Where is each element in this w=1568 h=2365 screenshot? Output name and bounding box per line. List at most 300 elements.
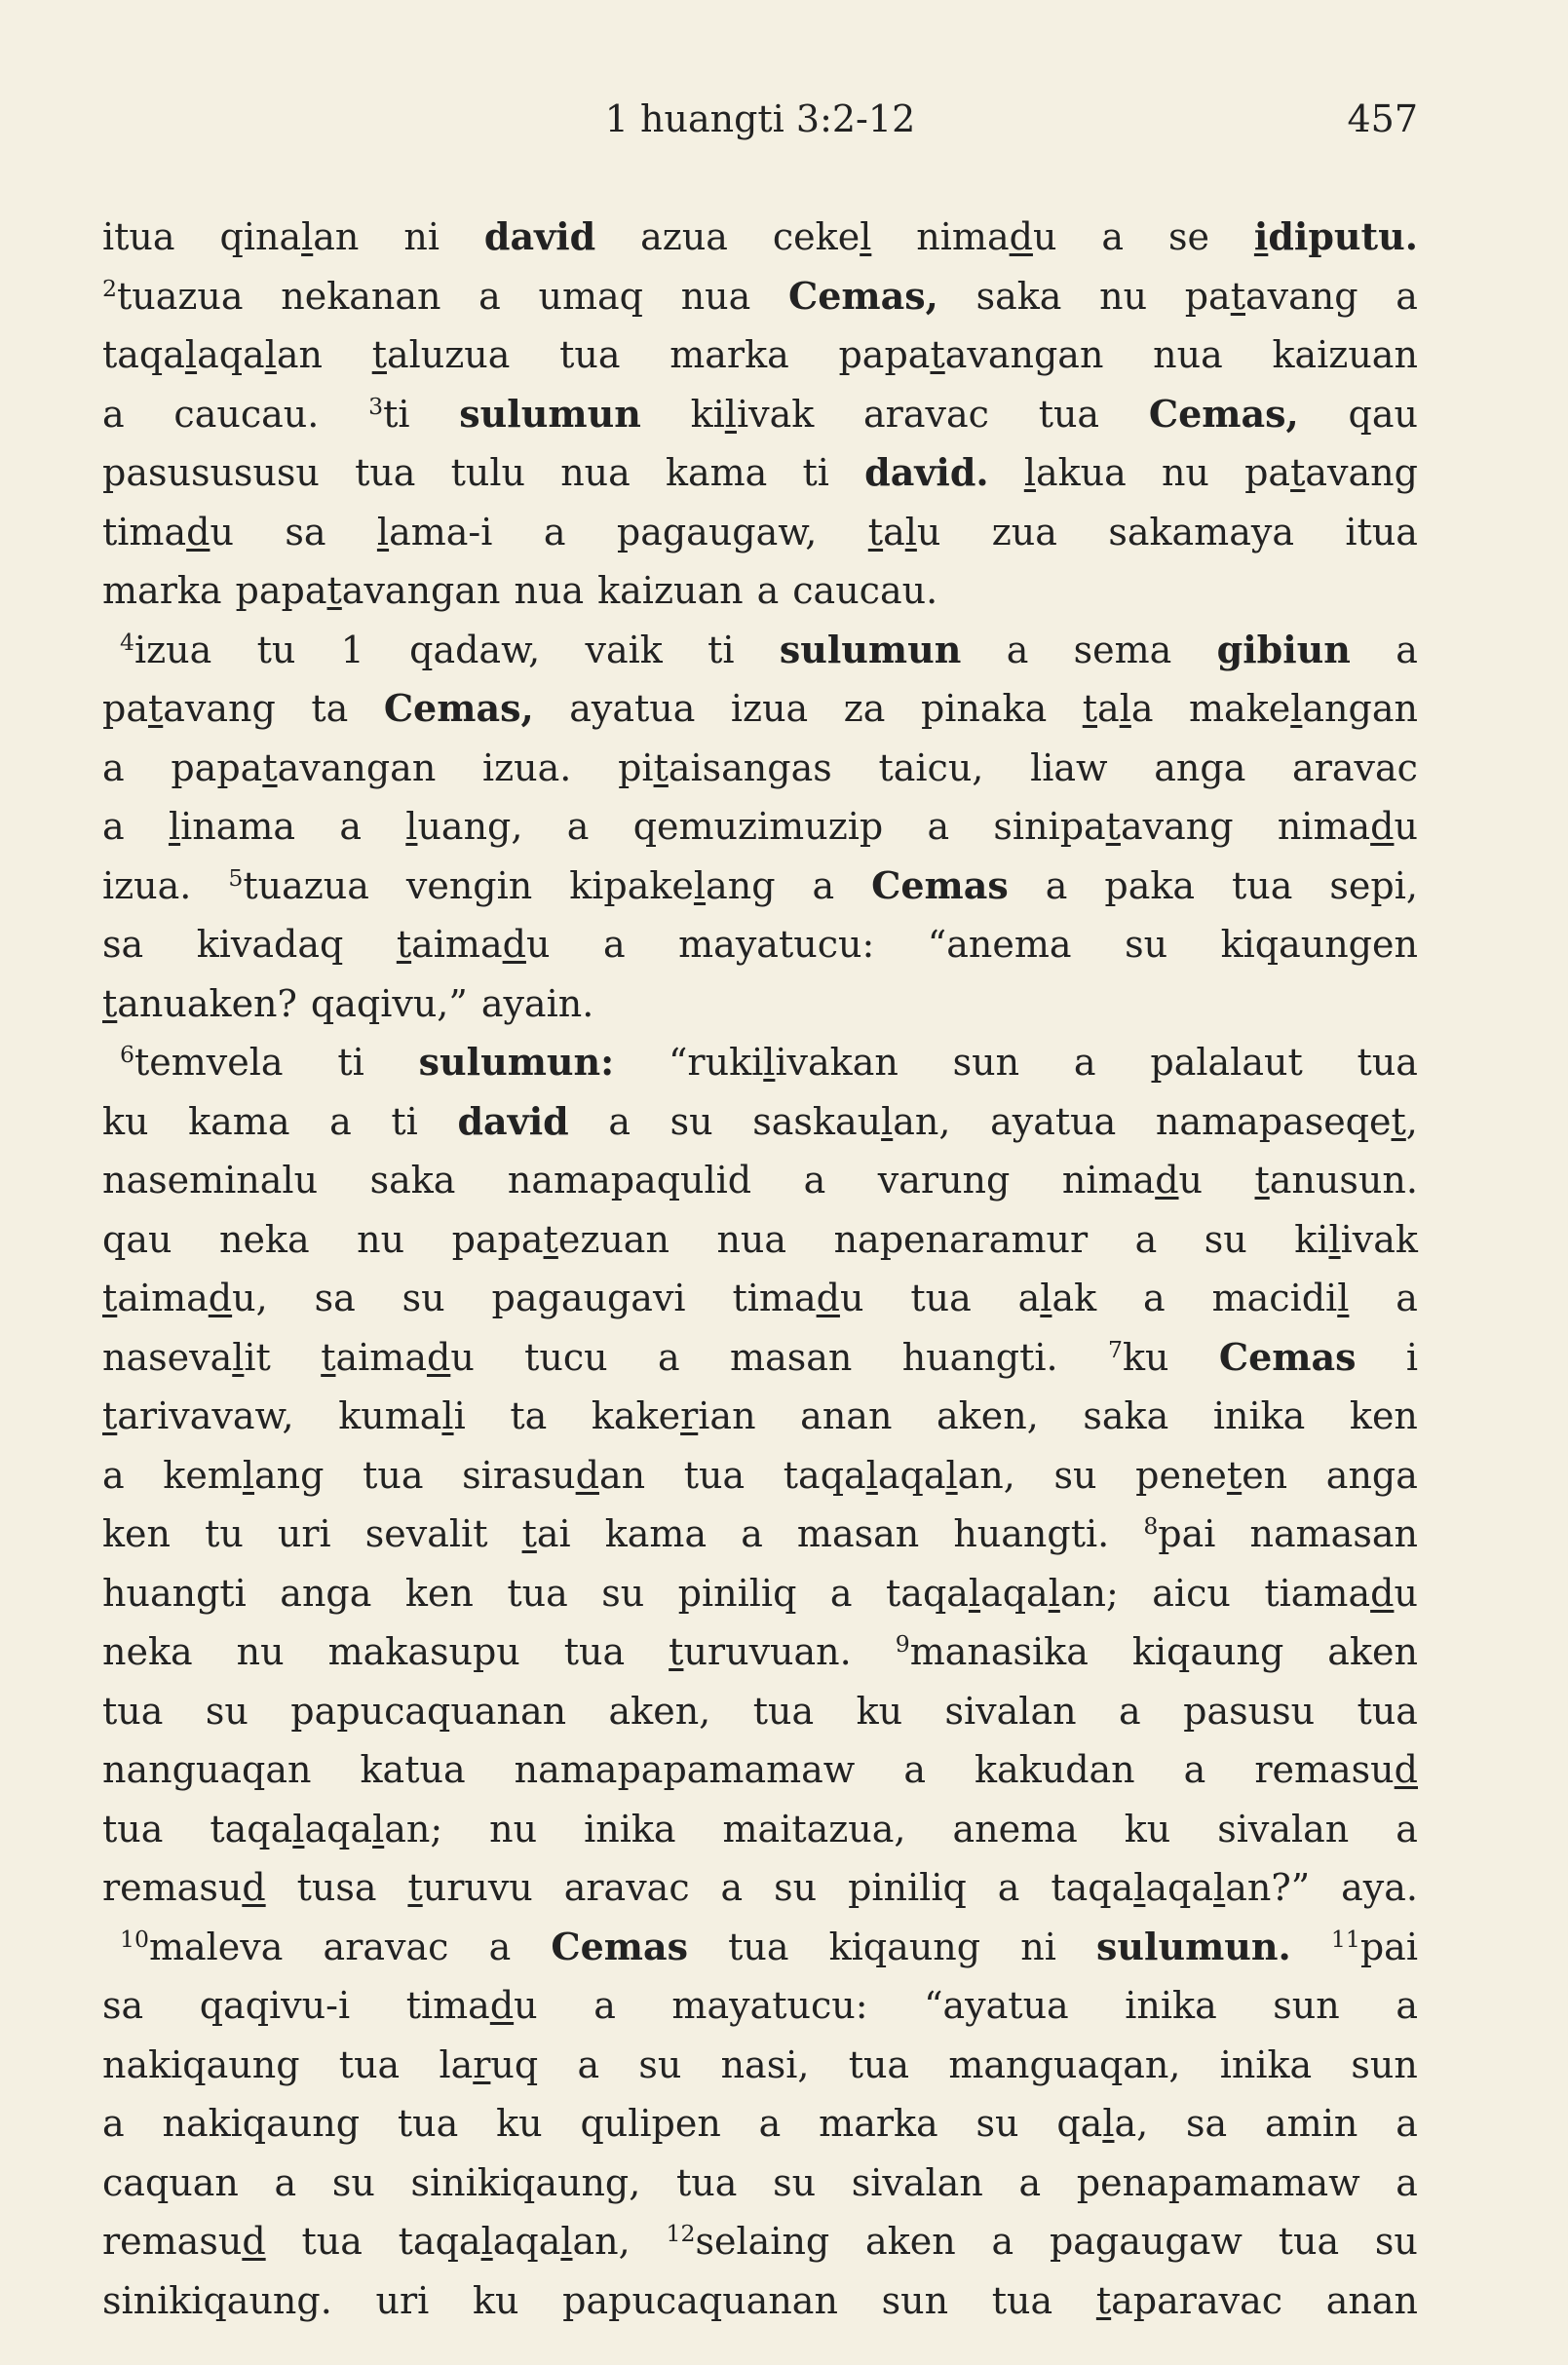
word: su [638, 2042, 682, 2086]
word: pitaisangas [618, 745, 832, 789]
word: a [1396, 2102, 1418, 2145]
text-line [102, 503, 1418, 562]
word: $^{12}$selaing [666, 2220, 830, 2263]
word: aravac [323, 1925, 449, 1968]
word: a [608, 1099, 631, 1143]
word: a [102, 805, 125, 848]
word: itua [102, 215, 175, 258]
word: talu [867, 510, 941, 553]
word: a [102, 392, 125, 436]
word: nanguaqan [102, 1748, 312, 1791]
word: kama [665, 451, 768, 494]
word: tua [676, 2160, 738, 2204]
word: tua [102, 1807, 164, 1850]
text-line [102, 2212, 1418, 2271]
word: gibiun [1216, 627, 1351, 671]
verse-number: 5 [228, 863, 244, 892]
word: timadu [732, 1277, 864, 1319]
word: marka [102, 569, 222, 612]
verse-number: 6 [120, 1041, 134, 1069]
word: a [1006, 628, 1029, 671]
text-line [102, 621, 1418, 680]
word: su [1204, 1217, 1247, 1261]
word: sun [1351, 2042, 1418, 2086]
word: a [756, 569, 780, 612]
word: sema [1073, 628, 1172, 671]
word: tua [1278, 2220, 1340, 2263]
word: zua [991, 510, 1057, 553]
word: ku [472, 2278, 519, 2322]
text-line [102, 1682, 1418, 1741]
word: namapaseqet, [1155, 1099, 1418, 1143]
word: “rukilivakan [669, 1041, 899, 1084]
word: ti [708, 628, 735, 671]
word: turuvu [407, 1866, 533, 1909]
word: sivalan [1217, 1807, 1350, 1850]
word: inika [1219, 2042, 1313, 2086]
word: sa [102, 923, 144, 966]
word: a [758, 2102, 782, 2145]
word: taqalaqalan [102, 333, 323, 376]
word: izua [730, 687, 809, 730]
text-line [102, 1622, 1418, 1682]
word: sa [1186, 2102, 1228, 2145]
word: neka [102, 1630, 193, 1673]
word: namasan [1249, 1512, 1418, 1555]
word: ku [102, 1099, 149, 1143]
word: tua [559, 333, 621, 376]
word: nua [716, 1217, 787, 1261]
word: su [669, 1099, 713, 1143]
text-line [102, 679, 1418, 739]
text-line [102, 1976, 1418, 2036]
word: se [1167, 215, 1209, 258]
word: sinipatavang [993, 805, 1234, 848]
word: remasud [102, 2220, 266, 2263]
word: taqalaqalan, [783, 1453, 1015, 1497]
word: patavang [1244, 451, 1418, 494]
word: saka [369, 1159, 456, 1202]
word: nimadu [1277, 805, 1418, 848]
word: anga [1325, 1453, 1418, 1497]
word: saka [975, 274, 1062, 318]
word: qulipen [580, 2102, 721, 2145]
word: tua [363, 1453, 424, 1497]
word: Cemas [551, 1924, 688, 1968]
word: sa [285, 510, 326, 553]
word: sa [102, 1984, 144, 2027]
word: tiamadu [1264, 1571, 1418, 1615]
word: qaqivu-i [199, 1984, 351, 2027]
word: sa [314, 1277, 356, 1319]
word: kiqaungen [1220, 923, 1418, 966]
verse-number: 2 [102, 274, 117, 302]
word: david. [864, 450, 989, 494]
word: ken [404, 1571, 474, 1615]
word: kilivak [1294, 1217, 1418, 1261]
text-line [102, 208, 1418, 267]
text-line [102, 561, 1418, 621]
word: qaqivu,” [310, 981, 468, 1025]
word: tua [1357, 1689, 1418, 1733]
word: ku [1124, 1807, 1171, 1850]
word: anan [1325, 2278, 1418, 2322]
running-title: 1 huangti 3:2-12 [604, 97, 916, 140]
word: katua [360, 1748, 466, 1791]
word: makelangan [1189, 687, 1418, 730]
word: naseminalu [102, 1159, 319, 1202]
word: ta [510, 1394, 548, 1437]
text-line [102, 915, 1418, 974]
word: penapamamaw [1076, 2160, 1360, 2204]
word: a [991, 2220, 1014, 2263]
text-line [102, 1505, 1418, 1564]
word: alak [1017, 1277, 1097, 1319]
word: caucau. [792, 569, 938, 612]
word: tu [256, 628, 296, 671]
text-line [102, 1328, 1418, 1388]
word: Cemas [871, 862, 1009, 907]
word: idiputu. [1253, 214, 1418, 258]
word: sulumun: [418, 1040, 615, 1084]
word: ken [1349, 1394, 1418, 1437]
word: manguaqan, [948, 2042, 1181, 2086]
word: sevalit [364, 1512, 488, 1555]
text-line [102, 1858, 1418, 1918]
word: a [1396, 1277, 1418, 1319]
word: piniliq [848, 1866, 967, 1909]
word: sulumun [779, 627, 962, 671]
word: a [1396, 2160, 1418, 2204]
word: papucaquanan [290, 1689, 567, 1733]
word: a [1396, 1984, 1418, 2027]
text-line [102, 2094, 1418, 2154]
word: qau [1348, 392, 1418, 436]
verse-number: 9 [895, 1630, 910, 1659]
text-line [102, 1740, 1418, 1800]
word: kama [188, 1099, 290, 1143]
text-line [102, 267, 1418, 326]
word: kakudan [975, 1748, 1135, 1791]
word: $^8$pai [1143, 1512, 1216, 1555]
word: a [658, 1335, 680, 1379]
word: Cemas, [788, 273, 938, 318]
word: pagaugaw, [616, 510, 818, 553]
word: nimadu [916, 215, 1057, 258]
word: marka [819, 2102, 938, 2145]
word: kilivak [690, 392, 815, 436]
word: tanuaken? [102, 981, 297, 1025]
word: ti [802, 451, 829, 494]
word: nu [489, 1807, 538, 1850]
word: aken [865, 2220, 956, 2263]
word: anema [952, 1807, 1078, 1850]
word: uri [277, 1512, 331, 1555]
word: $^{11}$pai [1330, 1925, 1418, 1968]
word: tua [848, 2042, 910, 2086]
word: inika [1212, 1394, 1306, 1437]
text-line [102, 1564, 1418, 1623]
word: a [577, 2042, 600, 2086]
text-line [102, 1092, 1418, 1152]
word: caucau. [173, 392, 320, 436]
word: ti [391, 1099, 418, 1143]
word: su [975, 2102, 1019, 2145]
word: ku [496, 2102, 543, 2145]
scripture-text [102, 208, 1418, 2330]
word: patavang [102, 687, 276, 730]
word: kakerian [591, 1394, 756, 1437]
word: namapapamamaw [514, 1748, 856, 1791]
word: nimadu [1061, 1159, 1203, 1202]
word: mayatucu: [678, 923, 875, 966]
word: nu [1161, 451, 1209, 494]
word: paka [1104, 863, 1196, 907]
text-line [102, 2271, 1418, 2331]
word: a [102, 1453, 125, 1497]
word: aravac [1292, 745, 1418, 789]
word: saka [1083, 1394, 1169, 1437]
word: a [1183, 1748, 1206, 1791]
word: david [483, 214, 596, 258]
word: Cemas [1218, 1334, 1357, 1379]
word: taparavac [1095, 2278, 1283, 2322]
word: a [997, 1866, 1020, 1909]
word: i [1405, 1335, 1418, 1379]
word: $^5$tuazua [228, 863, 369, 907]
word: kiqaung [1131, 1630, 1284, 1673]
word: papatavangan [838, 333, 1104, 376]
word: $^3$ti [368, 392, 410, 436]
word: 1 [340, 628, 364, 671]
word: tua [507, 1571, 568, 1615]
word: su [402, 1277, 445, 1319]
word: ni [1020, 1925, 1056, 1968]
word: a [1134, 1217, 1158, 1261]
word: tua [1038, 392, 1100, 436]
word: aicu [1152, 1571, 1231, 1615]
word: aravac [563, 1866, 690, 1909]
word: izua. [482, 745, 572, 789]
word: tua [301, 2220, 363, 2263]
verse-number: 11 [1330, 1925, 1360, 1953]
page-header [102, 97, 1418, 156]
text-line [102, 797, 1418, 857]
word: saskaulan, [752, 1099, 951, 1143]
word: nasi, [720, 2042, 810, 2086]
verse-number: 8 [1143, 1512, 1159, 1541]
word: sepi, [1329, 863, 1418, 907]
verse-number: 7 [1107, 1335, 1123, 1363]
text-line [102, 2036, 1418, 2095]
verse-number: 12 [666, 2220, 696, 2248]
word: Cemas, [1148, 391, 1299, 436]
word: $^4$izua [120, 628, 212, 671]
word: tua [728, 1925, 789, 1968]
text-line [102, 1269, 1418, 1328]
word: a [1396, 1807, 1418, 1850]
word: makasupu [327, 1630, 520, 1673]
word: sinikiqaung, [410, 2160, 641, 2204]
word: kemlang [163, 1453, 325, 1497]
word: kama [604, 1512, 708, 1555]
word: kiqaung [828, 1925, 981, 1968]
word: papucaquanan [562, 2278, 838, 2322]
word: varung [877, 1159, 1011, 1202]
word: aken [1327, 1630, 1418, 1673]
word: Cemas, [383, 686, 534, 730]
word: a [1119, 1689, 1141, 1733]
word: aken, [937, 1394, 1039, 1437]
word: a [1396, 628, 1418, 671]
word: a [1101, 215, 1125, 258]
word: sun [952, 1041, 1020, 1084]
word: a [1045, 863, 1068, 907]
word: neka [218, 1217, 310, 1261]
word: sinikiqaung. [102, 2278, 332, 2322]
word: a [829, 1571, 853, 1615]
word: tua [910, 1277, 972, 1319]
word: a [1018, 2160, 1042, 2204]
word: huangti [102, 1571, 247, 1615]
word: pasusu [1183, 1689, 1316, 1733]
word: “ayatua [924, 1984, 1069, 2027]
word: su [1374, 2220, 1418, 2263]
word: taqalaqalan; [886, 1571, 1119, 1615]
word: tanusun. [1254, 1159, 1418, 1202]
word: a [812, 863, 835, 907]
word: timadu [405, 1984, 538, 2027]
word: pinaka [920, 687, 1048, 730]
word: ta [311, 687, 349, 730]
word: a [602, 923, 626, 966]
word: su [205, 1689, 249, 1733]
word: nua [560, 451, 631, 494]
word: lakua [1023, 451, 1127, 494]
word: su [773, 2160, 817, 2204]
word: su [601, 1571, 645, 1615]
word: za [843, 687, 886, 730]
word: piniliq [677, 1571, 797, 1615]
word: tua [102, 1689, 164, 1733]
word: taluzua [371, 333, 511, 376]
word: uri [375, 2278, 430, 2322]
text-line [102, 325, 1418, 385]
word: aken, [608, 1689, 711, 1733]
word: a [741, 1512, 763, 1555]
word: a [566, 805, 590, 848]
word: lama-i [376, 510, 493, 553]
word: tua [1232, 863, 1293, 907]
word: $^{10}$maleva [120, 1925, 284, 1968]
word: a [478, 274, 501, 318]
word: huangti. [901, 1335, 1058, 1379]
word: aya. [1341, 1866, 1418, 1909]
word: kaizuan [597, 569, 744, 612]
page-number: 457 [1347, 97, 1418, 140]
word: ku [856, 1689, 903, 1733]
word: tua [1357, 1041, 1418, 1084]
word: liaw [1030, 745, 1108, 789]
word: ayain. [480, 981, 594, 1025]
text-line [102, 1446, 1418, 1506]
text-line [102, 1151, 1418, 1210]
word: linama [168, 805, 296, 848]
text-line [102, 1387, 1418, 1446]
word: tua [752, 1689, 815, 1733]
word: remasud [1254, 1748, 1418, 1791]
word: masan [730, 1335, 853, 1379]
word: anga [1154, 745, 1246, 789]
word: sivalan [944, 1689, 1077, 1733]
word: tu [205, 1512, 244, 1555]
word: sulumun. [1095, 1924, 1291, 1968]
text-line [102, 1918, 1418, 1977]
word: nu [236, 1630, 285, 1673]
word: nu [357, 1217, 405, 1261]
word: pagaugavi [491, 1277, 686, 1319]
word: turuvuan. [669, 1630, 852, 1673]
word: umaq [538, 274, 644, 318]
word: masan [796, 1512, 920, 1555]
word: ti [337, 1041, 364, 1084]
word: tulu [450, 451, 526, 494]
word: namapaqulid [507, 1159, 752, 1202]
word: anan [800, 1394, 893, 1437]
text-line [102, 1033, 1418, 1092]
word: nasevalit [102, 1335, 271, 1379]
word: a [329, 1099, 352, 1143]
word: napenaramur [833, 1217, 1089, 1261]
word: tua [563, 1630, 626, 1673]
word: papatavangan [171, 745, 437, 789]
word: a [903, 1748, 926, 1791]
word: kipakelang [569, 863, 776, 907]
word: su [774, 1866, 818, 1909]
word: izua. [102, 863, 192, 907]
word: su [1053, 1453, 1097, 1497]
word: sun [881, 2278, 949, 2322]
word: tua [683, 1453, 746, 1497]
word: qinalan [219, 215, 360, 258]
word: qadaw, [409, 628, 541, 671]
word: a [274, 2160, 297, 2204]
word: a [102, 2102, 125, 2145]
word: tarivavaw, [102, 1394, 294, 1437]
word: laruq [439, 2042, 539, 2086]
word: $^6$temvela [120, 1041, 284, 1084]
word: kivadaq [196, 923, 344, 966]
word: tucu [524, 1335, 608, 1379]
word: timadu [102, 510, 234, 553]
word: taqalaqalan, [398, 2220, 631, 2263]
word: a [102, 745, 125, 789]
verse-number: 3 [368, 392, 384, 420]
word: maitazua, [722, 1807, 906, 1850]
word: $^2$tuazua [102, 274, 244, 318]
word: luang, [405, 805, 523, 848]
word: kumali [338, 1394, 466, 1437]
word: nekanan [281, 274, 441, 318]
word: $^7$ku [1107, 1335, 1169, 1379]
word: tai [521, 1512, 571, 1555]
word: taqalaqalan?” [1051, 1866, 1311, 1909]
word: huangti. [953, 1512, 1110, 1555]
word: inika [1125, 1984, 1217, 2027]
word: palalaut [1150, 1041, 1303, 1084]
text-line [102, 857, 1418, 916]
word: macidil [1211, 1277, 1350, 1319]
